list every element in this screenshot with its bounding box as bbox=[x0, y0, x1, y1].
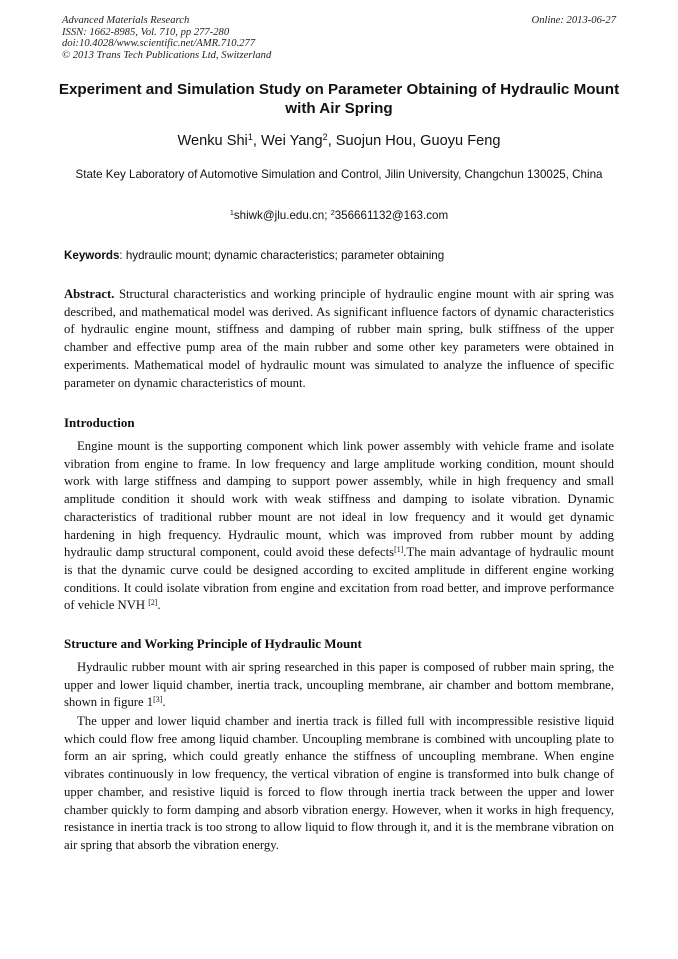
author-1: Wenku Shi bbox=[177, 133, 248, 149]
email-1-mark: 1 bbox=[229, 208, 234, 218]
keywords-label: Keywords bbox=[64, 249, 120, 262]
copyright-line: © 2013 Trans Tech Publications Ltd, Switzerland bbox=[62, 49, 272, 61]
citation-1: [1] bbox=[394, 544, 404, 554]
structure-paragraph-1 bbox=[64, 659, 614, 712]
abstract-text: Structural characteristics and working principle of hydraulic engine mount with air spring was described, and mathematical model was derived. As significant influence factors of dynamic characteristics of hydraulic engine mount, stiffness and damping of rubber main spring, bulk stiffness of the upper chamber and effective pump area of the main rubber and some other key parameters were obtained in experiments. Mathematical model of hydraulic mount was simulated to analyze the influence of specific parameter on dynamic characteristics of mount. bbox=[64, 287, 614, 390]
citation-2: [2] bbox=[148, 598, 158, 607]
intro-text-3: . bbox=[157, 598, 161, 613]
citation-3: [3] bbox=[153, 695, 163, 705]
section-heading-structure: Structure and Working Principle of Hydraulic Mount bbox=[64, 636, 362, 651]
journal-name: Advanced Materials Research bbox=[62, 15, 190, 26]
structure-text-2: . bbox=[162, 695, 166, 710]
other-authors: , Suojun Hou, Guoyu Feng bbox=[327, 133, 501, 149]
keywords-text: : hydraulic mount; dynamic characteristics; parameter obtaining bbox=[119, 249, 445, 262]
issn-line: ISSN: 1662-8985, Vol. 710, pp 277-280 bbox=[62, 26, 230, 38]
intro-text-2: .The main advantage of hydraulic mount is that the dynamic curve could be designed according to excited amplitude in different engine working conditions. It could isolate vibration from engine and excitation from road better, and improve performance of vehicle NVH bbox=[64, 545, 614, 613]
paper-title: Experiment and Simulation Study on Parameter Obtaining of Hydraulic Mount with Air Spring bbox=[58, 81, 620, 117]
author-emails bbox=[64, 208, 614, 224]
abstract-label: Abstract. bbox=[64, 287, 115, 301]
author-list bbox=[40, 132, 638, 150]
online-date: Online: 2013-06-27 bbox=[531, 15, 616, 26]
keywords bbox=[64, 248, 614, 264]
doi-line: doi:10.4028/www.scientific.net/AMR.710.277 bbox=[62, 38, 256, 49]
author-2: , Wei Yang bbox=[252, 133, 323, 149]
structure-text-1: Hydraulic rubber mount with air spring researched in this paper is composed of rubber main spring, the upper and lower liquid chamber, inertia track, uncoupling membrane, air chamber and bottom membrane, shown in figure 1 bbox=[64, 660, 614, 710]
affiliation: State Key Laboratory of Automotive Simulation and Control, Jilin University, Changchun 130025, China bbox=[75, 168, 603, 181]
email-2-mark: 2 bbox=[330, 208, 335, 218]
section-heading-introduction: Introduction bbox=[64, 415, 135, 430]
intro-text-1: Engine mount is the supporting component which link power assembly with vehicle frame and isolate vibration from engine to frame. In low frequency and large amplitude working condition, mount should work with large stiffness and damping to support power assembly, while in high frequency and small amplitude condition it should work with weak stiffness and damping to isolate vibration. Dynamic characteristics of traditional rubber mount are not ideal in low frequency and it would get dynamic hardening in high frequency. Hydraulic mount, which was improved from rubber mount by adding hydraulic damp structural component, could avoid these defects bbox=[64, 439, 614, 560]
journal-header bbox=[62, 15, 616, 61]
introduction-paragraph bbox=[64, 438, 614, 615]
structure-paragraph-2: The upper and lower liquid chamber and inertia track is filled full with incompressible resistive liquid which could flow free among liquid chamber. Uncoupling membrane is combined with uncoupling plate to form an air spring, which could greatly enhance the stiffness of uncoupling membrane. When engine vibrates continuously in low frequency, the vertical vibration of engine is transformed into bulk change of upper chamber, and resistive liquid is forced to flow through inertia track between the upper and lower chamber quickly to form damping and absorb vibration energy. However, when it works in high frequency, resistance in inertia track is too strong to allow liquid to flow through it, and it is the membrane vibration on air spring that absorb the vibration energy. bbox=[64, 714, 614, 852]
author-1-affil-mark: 1 bbox=[247, 132, 253, 143]
email-2: 356661132@163.com bbox=[334, 209, 449, 222]
author-2-affil-mark: 2 bbox=[322, 132, 328, 143]
abstract bbox=[64, 286, 614, 392]
email-1: shiwk@jlu.edu.cn; bbox=[233, 209, 331, 222]
